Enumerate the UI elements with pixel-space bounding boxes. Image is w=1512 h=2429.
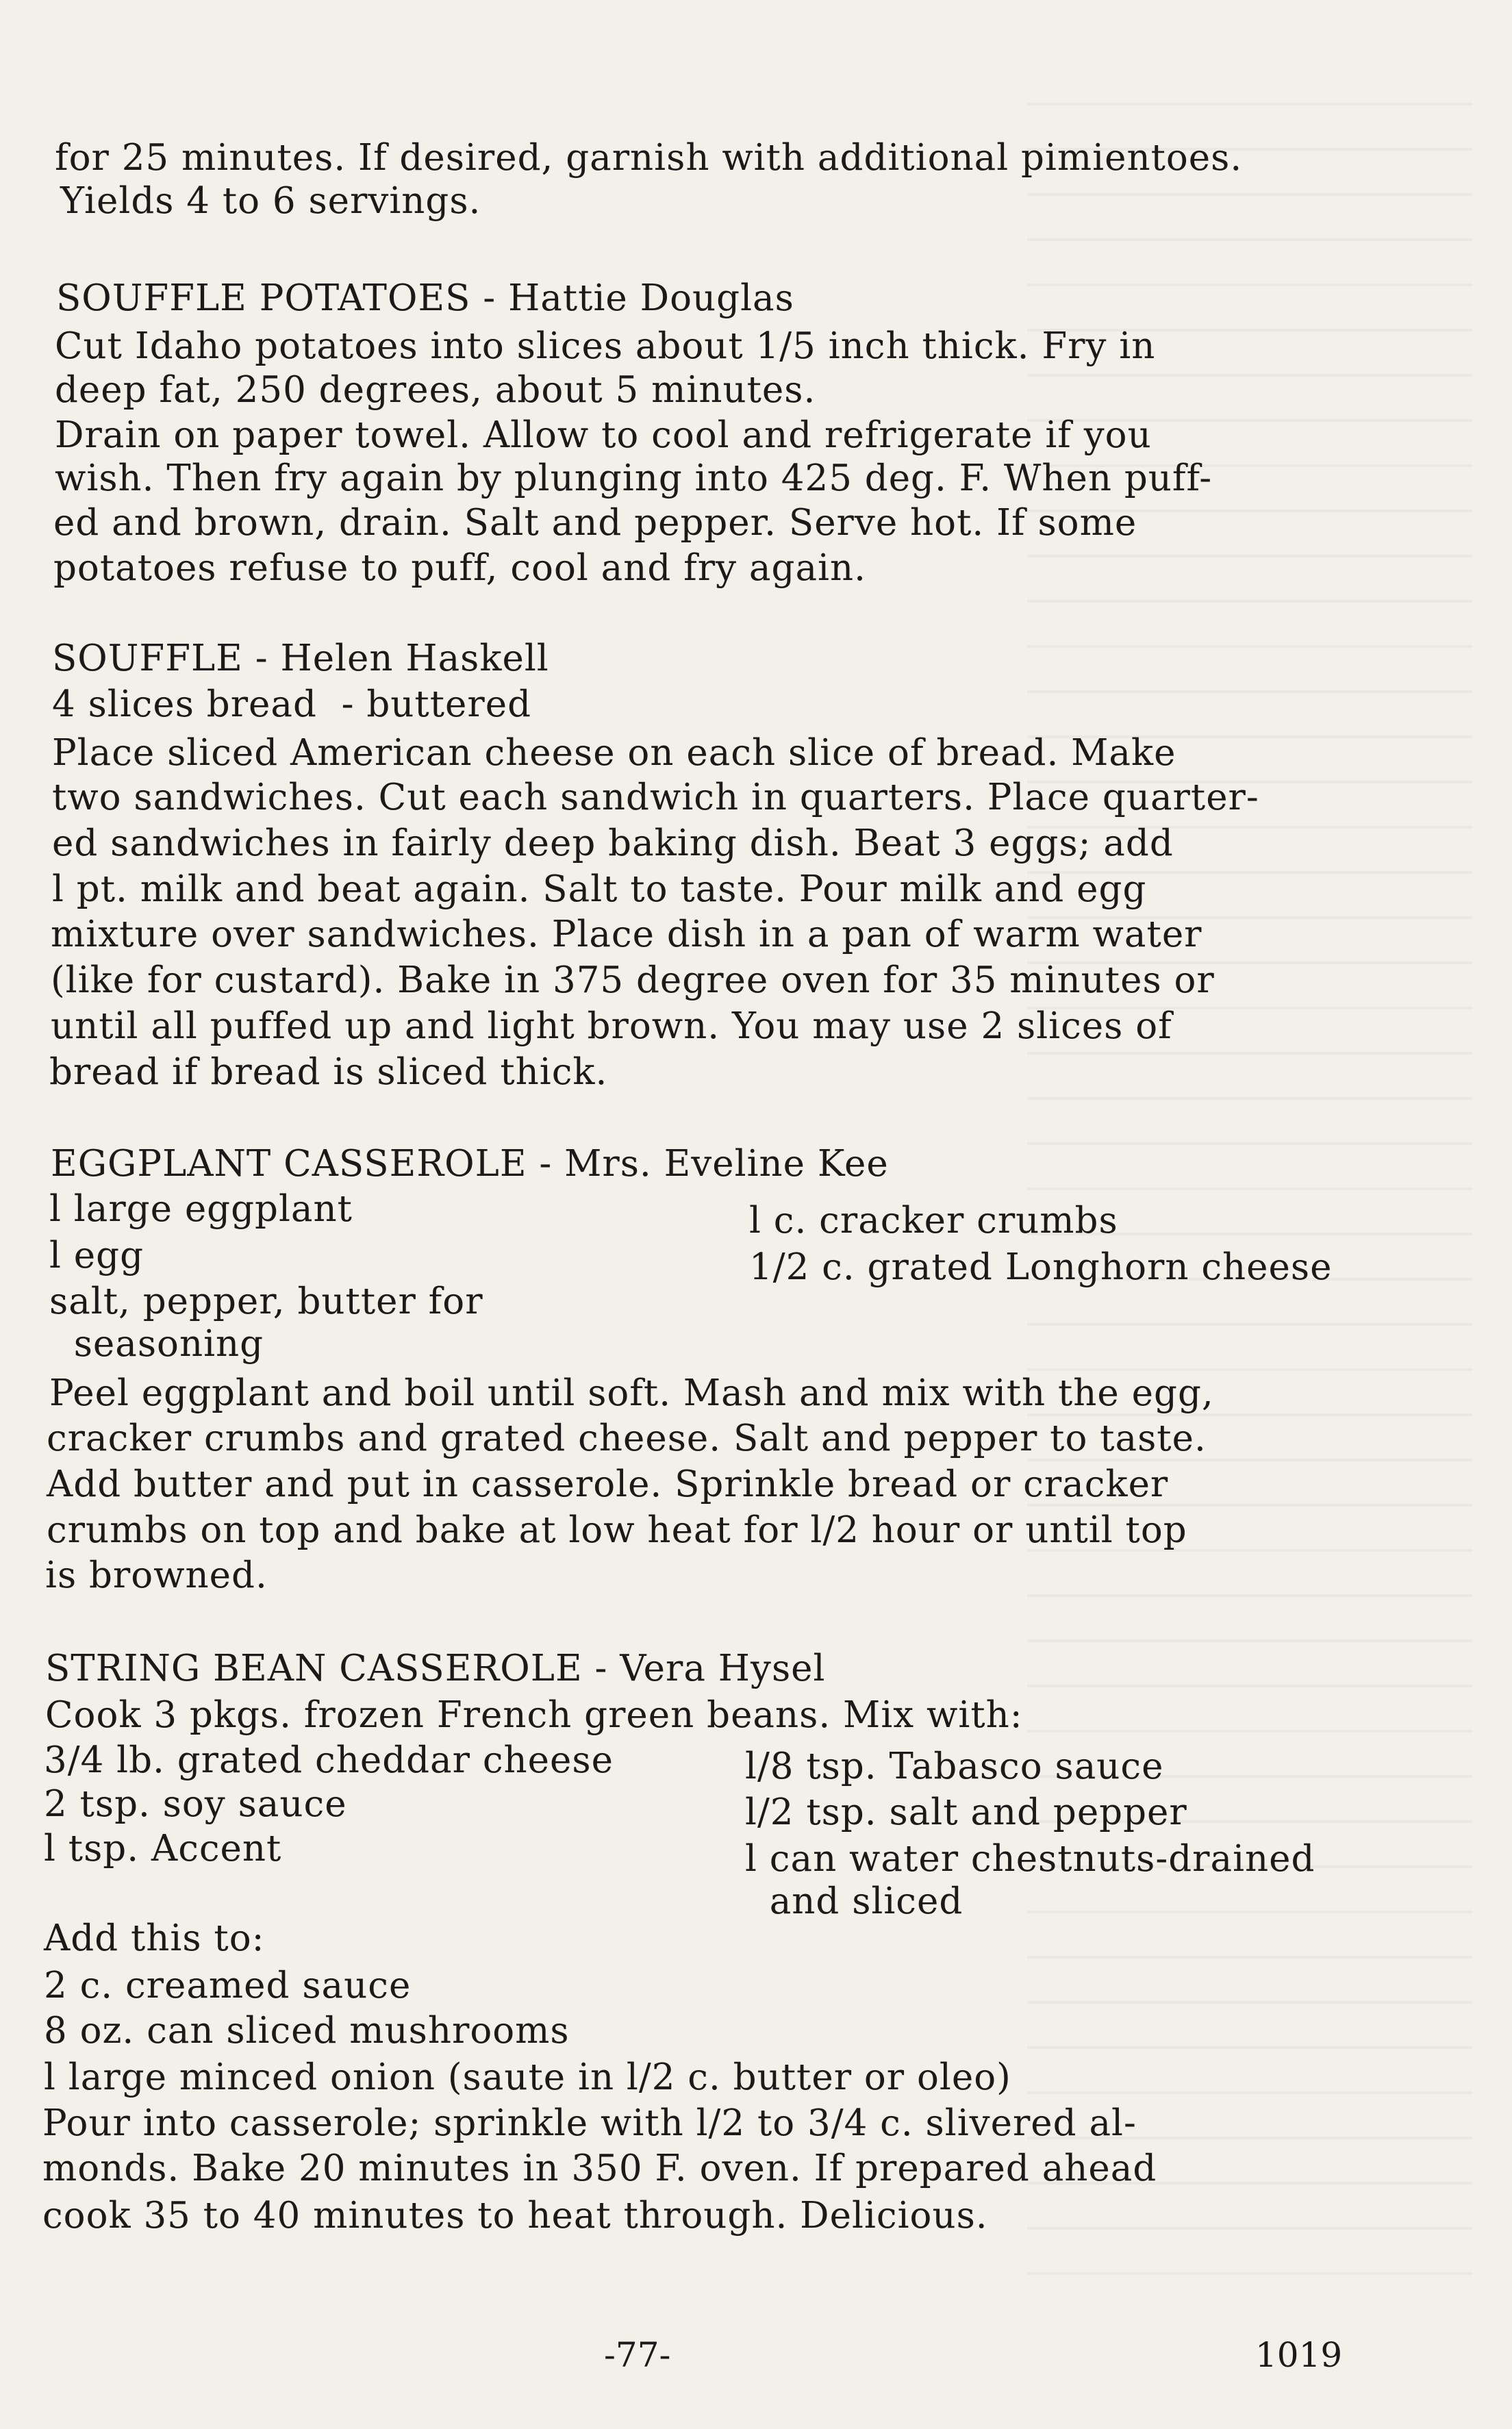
- recipe-author: Helen Haskell: [280, 638, 549, 679]
- intro-line: Yields 4 to 6 servings.: [60, 180, 481, 222]
- page-code: 1019: [1255, 2335, 1343, 2375]
- recipe-body-line: monds. Bake 20 minutes in 350 F. oven. If prepared ahead: [42, 2148, 1157, 2189]
- recipe-body-line: wish. Then fry again by plunging into 425 deg. F. When puff-: [55, 457, 1213, 499]
- ingredient-left: l egg: [49, 1235, 144, 1276]
- recipe-body-line: Drain on paper towel. Allow to cool and refrigerate if you: [55, 414, 1152, 456]
- ingredient-left: 2 tsp. soy sauce: [44, 1783, 347, 1825]
- ingredient-right: l c. cracker crumbs: [749, 1200, 1118, 1242]
- ingredient-right: and sliced: [745, 1880, 963, 1922]
- add-label: Add this to:: [44, 1917, 265, 1959]
- ingredient-right: 1/2 c. grated Longhorn cheese: [749, 1246, 1333, 1288]
- recipe-body-line: ed sandwiches in fairly deep baking dish. Beat 3 eggs; add: [52, 822, 1174, 864]
- recipe-heading: SOUFFLE - Helen Haskell: [52, 638, 549, 679]
- recipe-body-line: Place sliced American cheese on each slice of bread. Make: [52, 732, 1176, 774]
- recipe-body-line: (like for custard). Bake in 375 degree oven for 35 minutes or: [51, 959, 1215, 1001]
- add-item: l large minced onion (saute in l/2 c. butter or oleo): [44, 2056, 1011, 2098]
- recipe-body-line: crumbs on top and bake at low heat for l/2 hour or until top: [47, 1509, 1187, 1551]
- recipe-title: SOUFFLE POTATOES: [56, 277, 471, 319]
- recipe-body-line: Pour into casserole; sprinkle with l/2 to 3/4 c. slivered al-: [42, 2102, 1137, 2144]
- recipe-body-line: cracker crumbs and grated cheese. Salt and pepper to taste.: [47, 1418, 1207, 1459]
- ingredient-left: l tsp. Accent: [44, 1828, 282, 1870]
- recipe-body-line: potatoes refuse to puff, cool and fry again.: [53, 547, 866, 589]
- recipe-body-line: Add butter and put in casserole. Sprinkle bread or cracker: [47, 1463, 1169, 1505]
- recipe-body-line: two sandwiches. Cut each sandwich in quarters. Place quarter-: [52, 777, 1259, 818]
- ingredient-right: l/8 tsp. Tabasco sauce: [745, 1746, 1164, 1787]
- recipe-ingredient: 4 slices bread - buttered: [52, 683, 532, 725]
- recipe-body-line: mixture over sandwiches. Place dish in a pan of warm water: [51, 914, 1202, 955]
- recipe-heading: EGGPLANT CASSEROLE - Mrs. Eveline Kee: [51, 1143, 889, 1185]
- page-number: -77-: [604, 2335, 671, 2375]
- recipe-author: Vera Hysel: [620, 1648, 826, 1689]
- recipe-body-line: Cut Idaho potatoes into slices about 1/5 inch thick. Fry in: [55, 325, 1156, 367]
- recipe-body-line: is browned.: [45, 1555, 268, 1596]
- recipe-body-line: cook 35 to 40 minutes to heat through. Delicious.: [42, 2195, 988, 2237]
- recipe-author: Mrs. Eveline Kee: [564, 1143, 889, 1185]
- recipe-heading: STRING BEAN CASSEROLE - Vera Hysel: [45, 1648, 826, 1689]
- recipe-body-line: bread if bread is sliced thick.: [49, 1051, 608, 1093]
- ingredient-right: l/2 tsp. salt and pepper: [745, 1791, 1187, 1833]
- recipe-title: STRING BEAN CASSEROLE: [45, 1648, 583, 1689]
- recipe-intro-line: Cook 3 pkgs. frozen French green beans. Mix with:: [45, 1694, 1023, 1736]
- recipe-title: EGGPLANT CASSEROLE: [51, 1143, 527, 1185]
- intro-line: for 25 minutes. If desired, garnish with additional pimientoes.: [55, 137, 1243, 179]
- ingredient-right: l can water chestnuts-drained: [745, 1838, 1315, 1880]
- recipe-body-line: ed and brown, drain. Salt and pepper. Serve hot. If some: [53, 502, 1137, 544]
- add-item: 2 c. creamed sauce: [44, 1965, 412, 2006]
- ingredient-left: salt, pepper, butter for: [49, 1281, 483, 1322]
- recipe-body-line: until all puffed up and light brown. You may use 2 slices of: [51, 1005, 1172, 1047]
- recipe-body-line: Peel eggplant and boil until soft. Mash and mix with the egg,: [49, 1372, 1214, 1414]
- recipe-body-line: l pt. milk and beat again. Salt to taste. Pour milk and egg: [52, 868, 1147, 910]
- recipe-heading: SOUFFLE POTATOES - Hattie Douglas: [56, 277, 794, 319]
- add-item: 8 oz. can sliced mushrooms: [44, 2010, 570, 2052]
- recipe-title: SOUFFLE: [52, 638, 243, 679]
- recipe-body-line: deep fat, 250 degrees, about 5 minutes.: [55, 369, 816, 411]
- ingredient-left: l large eggplant: [49, 1188, 353, 1230]
- ingredient-left: seasoning: [49, 1323, 264, 1365]
- ingredient-left: 3/4 lb. grated cheddar cheese: [44, 1739, 614, 1781]
- recipe-author: Hattie Douglas: [508, 277, 794, 319]
